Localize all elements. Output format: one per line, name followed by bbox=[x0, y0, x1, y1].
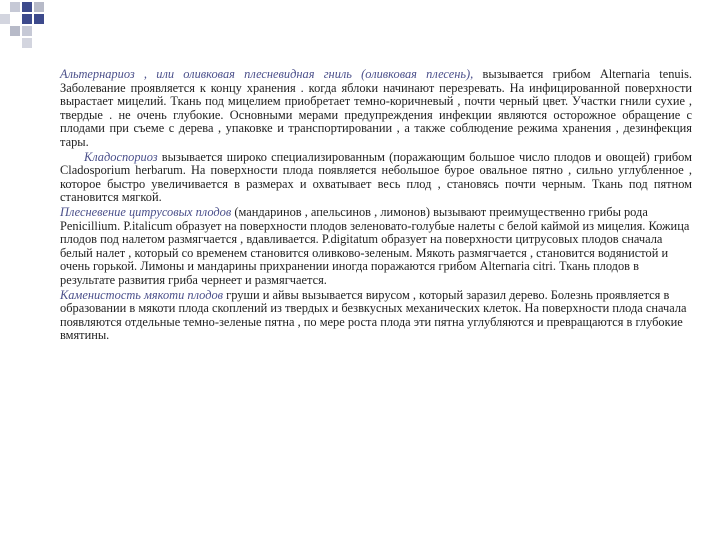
decor-square bbox=[22, 2, 32, 12]
decor-square bbox=[34, 2, 44, 12]
decor-square bbox=[10, 26, 20, 36]
paragraph-text: (мандаринов , апельсинов , лимонов) вызывают преимущественно грибы рода Penicillium. P.italicum образует на поверхности плодов зеленовато-голубые налеты с белой каймой из мицелия. Кожица плодов под налетом размягчается , вдавливается. P.digitatum образует на поверхности цитрусовых плодов сначала белый налет , который со временем становится оливково-зеленым. Мякоть размягчается , становится водянистой и очень горькой. Лимоны и мандарины прихранении иногда поражаются грибом Alternaria citri. Ткань плодов в результате развития гриба чернеет и размягчается. bbox=[60, 204, 690, 287]
paragraph-alternaria bbox=[60, 68, 692, 150]
decor-square bbox=[34, 14, 44, 24]
term-cladosporium: Кладоспориоз bbox=[84, 149, 158, 164]
decor-square bbox=[22, 14, 32, 24]
paragraph-cladosporium bbox=[60, 151, 692, 205]
term-alternaria: Альтернариоз , или оливковая плесневидная гниль (оливковая плесень), bbox=[60, 67, 474, 81]
term-stony-pit: Каменистость мякоти плодов bbox=[60, 287, 224, 302]
paragraph-text: груши и айвы вызывается вирусом , который заразил дерево. Болезнь проявляется в образовании в мякоти плода скоплений из твердых и безвкусных механических клеток. На поверхности плода сначала появляются отдельные темно-зеленые пятна , по мере роста плода эти пятна углубляются и превращаются в глубокие вмятины. bbox=[60, 287, 687, 343]
paragraph-citrus-mold bbox=[60, 206, 692, 288]
paragraph-text: вызывается широко специализированным (поражающим большое число плодов и овощей) грибом Cladosporium herbarum. На поверхности плода появляется небольшое бурое овальное пятно , сильно углубленное , которое быстро увеличивается в размерах и охватывает весь плод , становясь почти черным. Ткань под пятном становится мягкой. bbox=[60, 149, 692, 205]
decor-square bbox=[22, 38, 32, 48]
decor-square bbox=[10, 2, 20, 12]
paragraph-text: вызывается грибом Alternaria tenuis. Заболевание проявляется к концу хранения . когда яблоки начинают перезревать. На инфицированной поверхности вырастает мицелий. Ткань под мицелием приобретает темно-коричневый , почти черный цвет. Участки гнили сухие , твердые . не очень глубокие. Основными мерами предупреждения инфекции являются осторожное обращение с плодами при съеме с дерева , упаковке и транспортировании , а также соблюдение режима хранения , дезинфекция тары. bbox=[60, 67, 692, 149]
corner-decoration bbox=[0, 0, 60, 50]
decor-square bbox=[0, 14, 10, 24]
decor-square bbox=[22, 26, 32, 36]
paragraph-stony-pit bbox=[60, 289, 692, 343]
slide-body-text bbox=[60, 68, 692, 344]
term-citrus-mold: Плесневение цитрусовых плодов bbox=[60, 204, 232, 219]
